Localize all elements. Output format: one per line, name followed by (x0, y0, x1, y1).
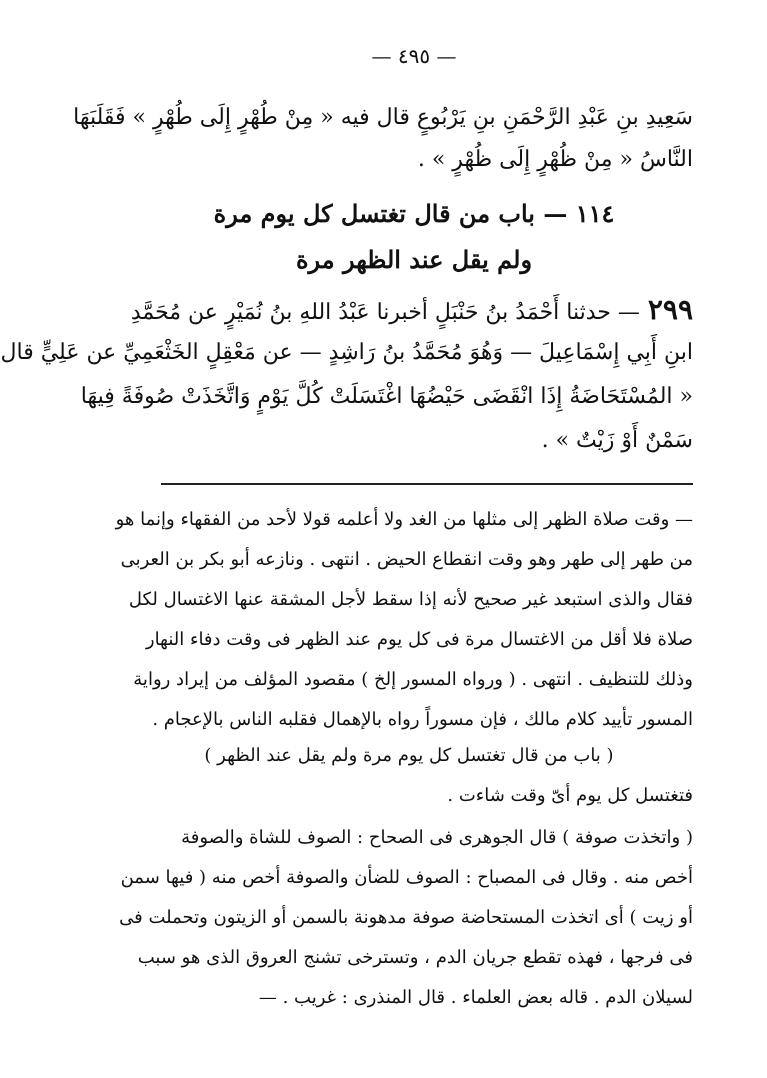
page-number: — ٤٩٥ — (371, 44, 457, 68)
note-subheading: ( باب من قال تغتسل كل يوم مرة ولم يقل عند الظهر ) (204, 745, 614, 766)
note-line: أخص منه . وقال فى المصباح : الصوف للضأن والصوفة أخص منه ( فيها سمن (120, 867, 693, 888)
hadith-first-line (125, 290, 693, 330)
chapter-heading-continued: ولم يقل عند الظهر مرة (295, 245, 533, 274)
note-line: فقال والذى استبعد غير صحيح لأنه إذا سقط لأجل المشقة عنها الاغتسال لكل (128, 589, 693, 610)
hadith-line: ابنِ أَبِي إِسْمَاعِيلَ — وَهُوَ مُحَمَّدُ بنُ رَاشِدٍ — عن مَعْقِلٍ الخَثْعَمِيِّ عن عَلِيٍّ قال (0, 340, 693, 365)
note-line: من طهر إلى طهر وهو وقت انقطاع الحيض . انتهى . ونازعه أبو بكر بن العربى (120, 549, 693, 570)
note-line: وذلك للتنظيف . انتهى . ( ورواه المسور إلخ ) مقصود المؤلف من إيراد رواية (133, 669, 693, 690)
note-line: أو زيت ) أى اتخذت المستحاضة صوفة مدهونة بالسمن أو الزيتون وتحملت فى (119, 907, 693, 928)
main-text-line: سَعِيدِ بنِ عَبْدِ الرَّحْمَنِ بنِ يَرْبُوعٍ قال فيه « مِنْ طُهْرٍ إِلَى طُهْرٍ » فَقَلَبَهَا (73, 105, 693, 130)
note-line: ( واتخذت صوفة ) قال الجوهرى فى الصحاح : الصوف للشاة والصوفة (181, 827, 693, 848)
hadith-line: « المُسْتَحَاضَةُ إِذَا انْقَضَى حَيْضُهَا اغْتَسَلَتْ كُلَّ يَوْمٍ وَاتَّخَذَتْ صُوفَةً فِيهَا (80, 384, 693, 409)
footnote-divider (161, 483, 693, 485)
note-line: صلاة فلا أقل من الاغتسال مرة فى كل يوم عند الظهر فى وقت دفاء النهار (145, 629, 693, 650)
note-line: لسيلان الدم . قاله بعض العلماء . قال المنذرى : غريب . — (258, 987, 693, 1008)
note-line: — وقت صلاة الظهر إلى مثلها من الغد ولا أعلمه قولا لأحد من الفقهاء وإنما هو (115, 509, 693, 530)
main-text-line: النَّاسُ « مِنْ ظُهْرٍ إِلَى ظُهْرٍ » . (417, 147, 693, 172)
hadith-line: — حدثنا أَحْمَدُ بنُ حَنْبَلٍ أخبرنا عَبْدُ اللهِ بنُ نُمَيْرٍ عن مُحَمَّدِ (130, 300, 640, 325)
hadith-line: سَمْنٌ أَوْ زَيْتٌ » . (541, 428, 693, 453)
hadith-number: ٢٩٩ (647, 293, 693, 326)
note-line: المسور تأييد كلام مالك ، فإن مسوراً رواه بالإهمال فقلبه الناس بالإعجام . (152, 709, 693, 730)
note-line: فى فرجها ، فهذه تقطع جريان الدم ، وتسترخى تشنج العروق الذى هو سبب (137, 947, 693, 968)
note-line: فتغتسل كل يوم أىّ وقت شاءت . (447, 785, 693, 806)
chapter-heading: ١١٤ — باب من قال تغتسل كل يوم مرة (213, 199, 615, 228)
